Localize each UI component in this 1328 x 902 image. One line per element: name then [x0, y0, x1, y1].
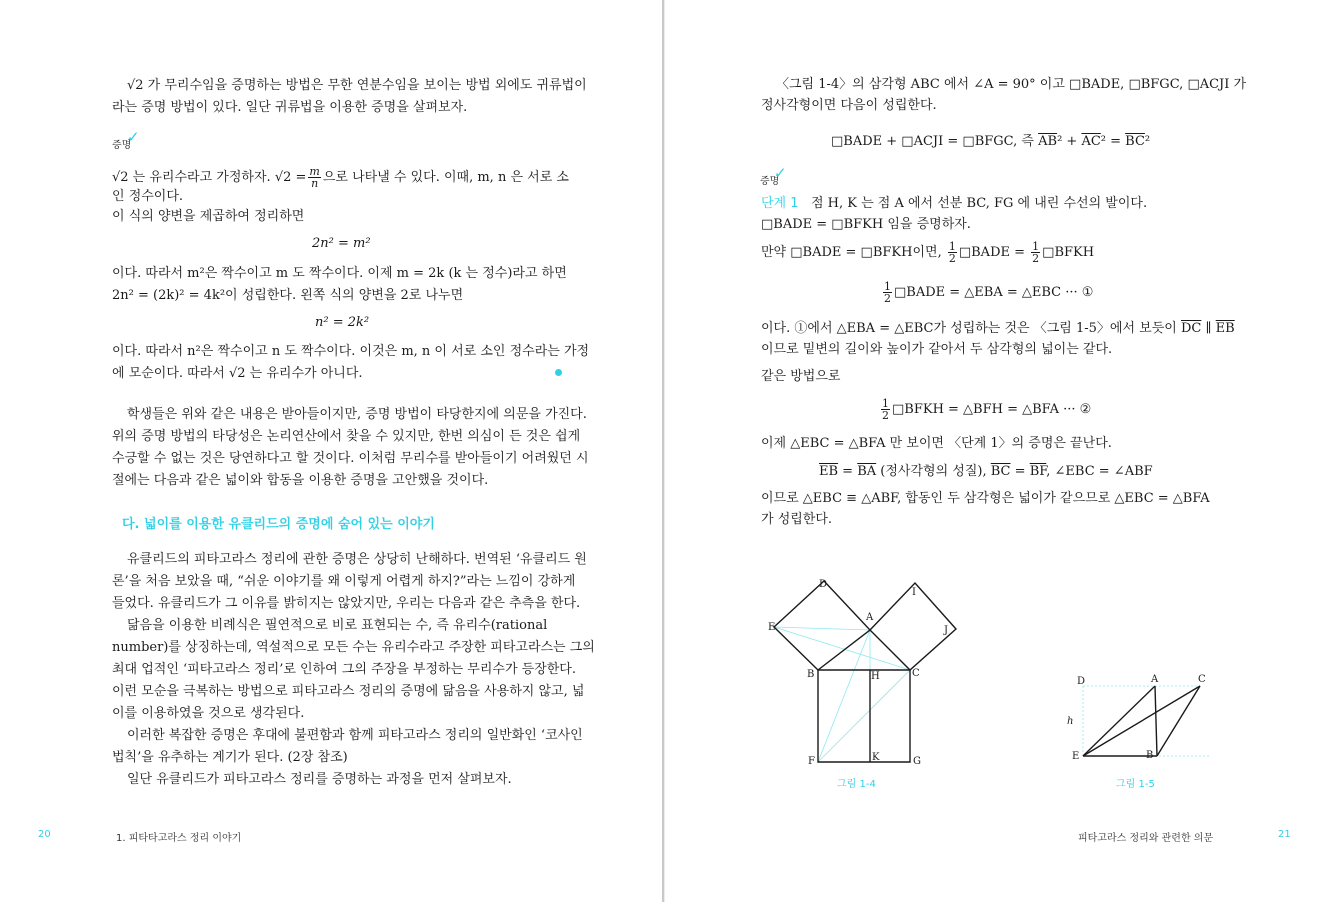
proof-label: 증명	[112, 140, 132, 151]
para3-line-9: 이러한 복잡한 증명은 후대에 불편함과 함께 피타고라스 정리의 일반화인 ‘코사인	[127, 728, 583, 743]
caption-figure-1-4: 그림 1-4	[837, 779, 876, 790]
equation-2-right: $\frac{1}{2}$ □BFKH = △BFH = △BFA ··· ②	[882, 397, 1092, 422]
fig5-label-c: C	[1198, 674, 1206, 685]
right-footer: 피타고라스 정리와 관련한 의문	[1078, 833, 1214, 844]
section-heading: 다. 넓이를 이용한 유클리드의 증명에 숨어 있는 이야기	[122, 517, 435, 532]
line-b1: 이제 △EBC = △BFA 만 보이면 〈단계 1〉의 증명은 끝난다.	[761, 436, 1112, 451]
fig5-label-d: D	[1077, 676, 1086, 687]
equation-2: n² = 2k²	[315, 315, 370, 330]
line-a3: 같은 방법으로	[761, 369, 841, 384]
right-intro-1: 〈그림 1-4〉의 삼각형 ABC 에서 ∠A = 90° 이고 □BADE, □BFGC, □ACJI 가	[776, 77, 1247, 92]
para3-line-2: 론’을 처음 보았을 때, “쉬운 이야기를 왜 이렇게 어렵게 하지?”라는 느낌이 강하게	[112, 574, 576, 589]
fig4-label-a: A	[866, 612, 874, 623]
book-spine-shadow	[664, 0, 665, 902]
para3-line-11: 일단 유클리드가 피타고라스 정리를 증명하는 과정을 먼저 살펴보자.	[127, 772, 512, 787]
fig4-label-b: B	[807, 669, 815, 680]
proof-line-6: 이다. 따라서 n²은 짝수이고 n 도 짝수이다. 이것은 m, n 이 서로 소인 정수라는 가정	[112, 344, 590, 359]
proof-line-7: 에 모순이다. 따라서 √2 는 유리수가 아니다.	[112, 366, 363, 381]
left-page-number: 20	[38, 829, 51, 840]
para3-line-1: 유클리드의 피타고라스 정리에 관한 증명은 상당히 난해하다. 번역된 ‘유클리드 원	[127, 552, 587, 567]
fig5-label-h: h	[1067, 716, 1074, 727]
para2-line-4: 절에는 다음과 같은 넓이와 합동을 이용한 증명을 고안했을 것이다.	[112, 473, 489, 488]
proof-line-2: 인 정수이다.	[112, 189, 184, 204]
fig4-label-d: D	[819, 579, 828, 590]
proof-line-3: 이 식의 양변을 제곱하여 정리하면	[112, 209, 305, 224]
intro-line-2: 라는 증명 방법이 있다. 일단 귀류법을 이용한 증명을 살펴보자.	[112, 100, 468, 115]
qed-dot-icon	[555, 369, 562, 376]
figure-1-5-shapes	[1083, 686, 1200, 756]
fig4-label-h: H	[871, 671, 880, 682]
figure-1-4	[760, 570, 980, 770]
line-c2: 가 성립한다.	[761, 512, 833, 527]
fig4-label-i: I	[912, 587, 916, 598]
para3-line-10: 법칙’을 유추하는 계기가 된다. (2장 참조)	[112, 750, 348, 765]
figure-1-5-labels	[1067, 674, 1206, 762]
right-intro-2: 정사각형이면 다음이 성립한다.	[761, 98, 937, 113]
para3-line-5: number)를 상징하는데, 역설적으로 모든 수는 유리수라고 주장한 피타고라스는 그의	[112, 640, 595, 655]
line-a1: 이다. ①에서 △EBA = △EBC가 성립하는 것은 〈그림 1-5〉에서 보듯이 $\overline{DC}$ ∥ $\overline{EB}$	[761, 321, 1235, 336]
if-line: 만약 □BADE = □BFKH이면, $\frac{1}{2}$ □BADE = $\frac{1}{2}$ □BFKH	[761, 240, 1095, 265]
para3-line-6: 최대 업적인 ‘피타고라스 정리’로 인하여 그의 주장을 부정하는 무리수가 등장한다.	[112, 662, 577, 677]
fig4-label-j: J	[944, 625, 949, 636]
left-footer: 1. 피타타고라스 정리 이야기	[116, 833, 242, 844]
right-page-number: 21	[1278, 829, 1291, 840]
check-icon: ✓	[774, 164, 787, 182]
intro-line-1: √2 가 무리수임을 증명하는 방법은 무한 연분수임을 보이는 방법 외에도 귀류법이	[127, 78, 587, 93]
right-proof-label: 증명	[760, 176, 780, 187]
condition-line: $\overline{EB} = \overline{BA}$ (정사각형의 성질), $\overline{BC} = \overline{BF}$, ∠EBC = ∠ABF	[819, 464, 1153, 479]
figure-1-5-dotted-lines	[1083, 686, 1210, 756]
para3-line-3: 들었다. 유클리드가 그 이유를 밝히지는 않았지만, 우리는 다음과 같은 추측을 한다.	[112, 596, 581, 611]
figure-1-4-shapes	[774, 581, 956, 762]
equation-1: 2n² = m²	[312, 236, 371, 251]
fig4-label-f: F	[808, 756, 815, 767]
line-c1: 이므로 △EBC ≡ △ABF, 합동인 두 삼각형은 넓이가 같으므로 △EBC = △BFA	[761, 491, 1210, 506]
caption-figure-1-5: 그림 1-5	[1116, 779, 1155, 790]
para2-line-2: 위의 증명 방법의 타당성은 논리연산에서 찾을 수 있지만, 한번 의심이 든 것은 쉽게	[112, 429, 581, 444]
step1-line-2: □BADE = □BFKH 임을 증명하자.	[761, 217, 971, 232]
check-icon: ✓	[127, 128, 140, 146]
para2-line-1: 학생들은 위와 같은 내용은 받아들이지만, 증명 방법이 타당한지에 의문을 가진다.	[127, 407, 587, 422]
fig4-label-g: G	[913, 756, 921, 767]
fig5-label-e: E	[1072, 751, 1080, 762]
fig4-label-e: E	[768, 622, 776, 633]
fig5-label-b: B	[1146, 750, 1154, 761]
equation-1-right: $\frac{1}{2}$ □BADE = △EBA = △EBC ··· ①	[884, 280, 1094, 305]
para3-line-4: 닮음을 이용한 비례식은 필연적으로 비로 표현되는 수, 즉 유리수(rational	[127, 618, 548, 633]
proof-line-5: 2n² = (2k)² = 4k²이 성립한다. 왼쪽 식의 양변을 2로 나누면	[112, 288, 464, 303]
proof-line-1: √2 는 유리수라고 가정하자. √2 = $\frac{m}{n}$ 으로 나타낼 수 있다. 이때, m, n 은 서로 소	[112, 165, 569, 190]
fig5-label-a: A	[1151, 674, 1159, 685]
para3-line-7: 이런 모순을 극복하는 방법으로 피타고라스 정리의 증명에 닮음을 사용하지 않고, 넓	[112, 684, 585, 699]
fig4-label-k: K	[872, 752, 880, 763]
para3-line-8: 이를 이용하였을 것으로 생각된다.	[112, 706, 305, 721]
proof-line-4: 이다. 따라서 m²은 짝수이고 m 도 짝수이다. 이제 m = 2k (k 는 정수)라고 하면	[112, 266, 567, 281]
figure-1-5	[1060, 670, 1220, 770]
para2-line-3: 수긍할 수 없는 것은 당연하다고 할 것이다. 이처럼 무리수를 받아들이기 어려웠던 시	[112, 451, 589, 466]
step1-line: 단계 1 점 H, K 는 점 A 에서 선분 BC, FG 에 내린 수선의 발이다.	[761, 196, 1148, 211]
main-equation: □BADE + □ACJI = □BFGC, 즉 $\overline{AB}^2 + \overline{AC}^2 = \overline{BC}^2$	[831, 134, 1151, 149]
fig4-label-c: C	[912, 668, 920, 679]
line-a2: 이므로 밑변의 길이와 높이가 같아서 두 삼각형의 넓이는 같다.	[761, 342, 1113, 357]
